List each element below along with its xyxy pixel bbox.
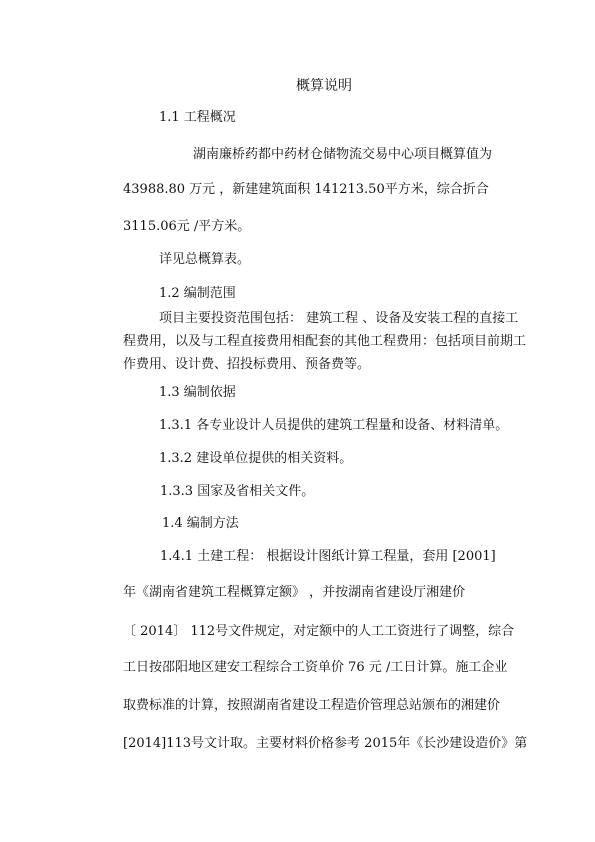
paragraph-line: 详见总概算表。 <box>159 252 251 267</box>
paragraph-line: 工日按邵阳地区建安工程综合工资单价 76 元 /工日计算。施工企业 <box>123 660 508 675</box>
paragraph-line: 湖南廉桥药都中药材仓储物流交易中心项目概算值为 <box>193 147 493 162</box>
paragraph-line: 3115.06元 /平方米。 <box>123 219 251 234</box>
paragraph-line: [2014]113号文计取。主要材料价格参考 2015年《长沙建设造价》第 <box>123 736 528 751</box>
paragraph-line: 年《湖南省建筑工程概算定额》 ，并按湖南省建设厅湘建价 <box>123 585 466 600</box>
paragraph-line: 项目主要投资范围包括： 建筑工程 、设备及安装工程的直接工 <box>159 311 519 326</box>
section-heading-1-1: 1.1 工程概况 <box>159 110 236 125</box>
section-heading-1-4: 1.4 编制方法 <box>162 516 239 531</box>
paragraph-line: 作费用、设计费、招投标费用、预备费等。 <box>123 357 371 372</box>
paragraph-line: 取费标准的计算，按照湖南省建设工程造价管理总站颁布的湘建价 <box>123 698 501 713</box>
list-item: 1.3.3 国家及省相关文件。 <box>160 484 315 499</box>
paragraph-line: 程费用，以及与工程直接费用相配套的其他工程费用：包括项目前期工 <box>123 334 527 349</box>
page-title: 概算说明 <box>296 78 352 94</box>
list-item: 1.3.1 各专业设计人员提供的建筑工程量和设备、材料清单。 <box>159 418 509 433</box>
list-item: 1.3.2 建设单位提供的相关资料。 <box>159 451 353 466</box>
paragraph-line: 43988.80 万元 ，新建建筑面积 141213.50平方米，综合折合 <box>123 182 489 197</box>
paragraph-line: 1.4.1 土建工程： 根据设计图纸计算工程量，套用 [2001] <box>160 549 496 564</box>
paragraph-line: 〔 2014〕 112号文件规定，对定额中的人工工资进行了调整，综合 <box>123 624 515 639</box>
section-heading-1-3: 1.3 编制依据 <box>159 385 236 400</box>
section-heading-1-2: 1.2 编制范围 <box>159 286 236 301</box>
